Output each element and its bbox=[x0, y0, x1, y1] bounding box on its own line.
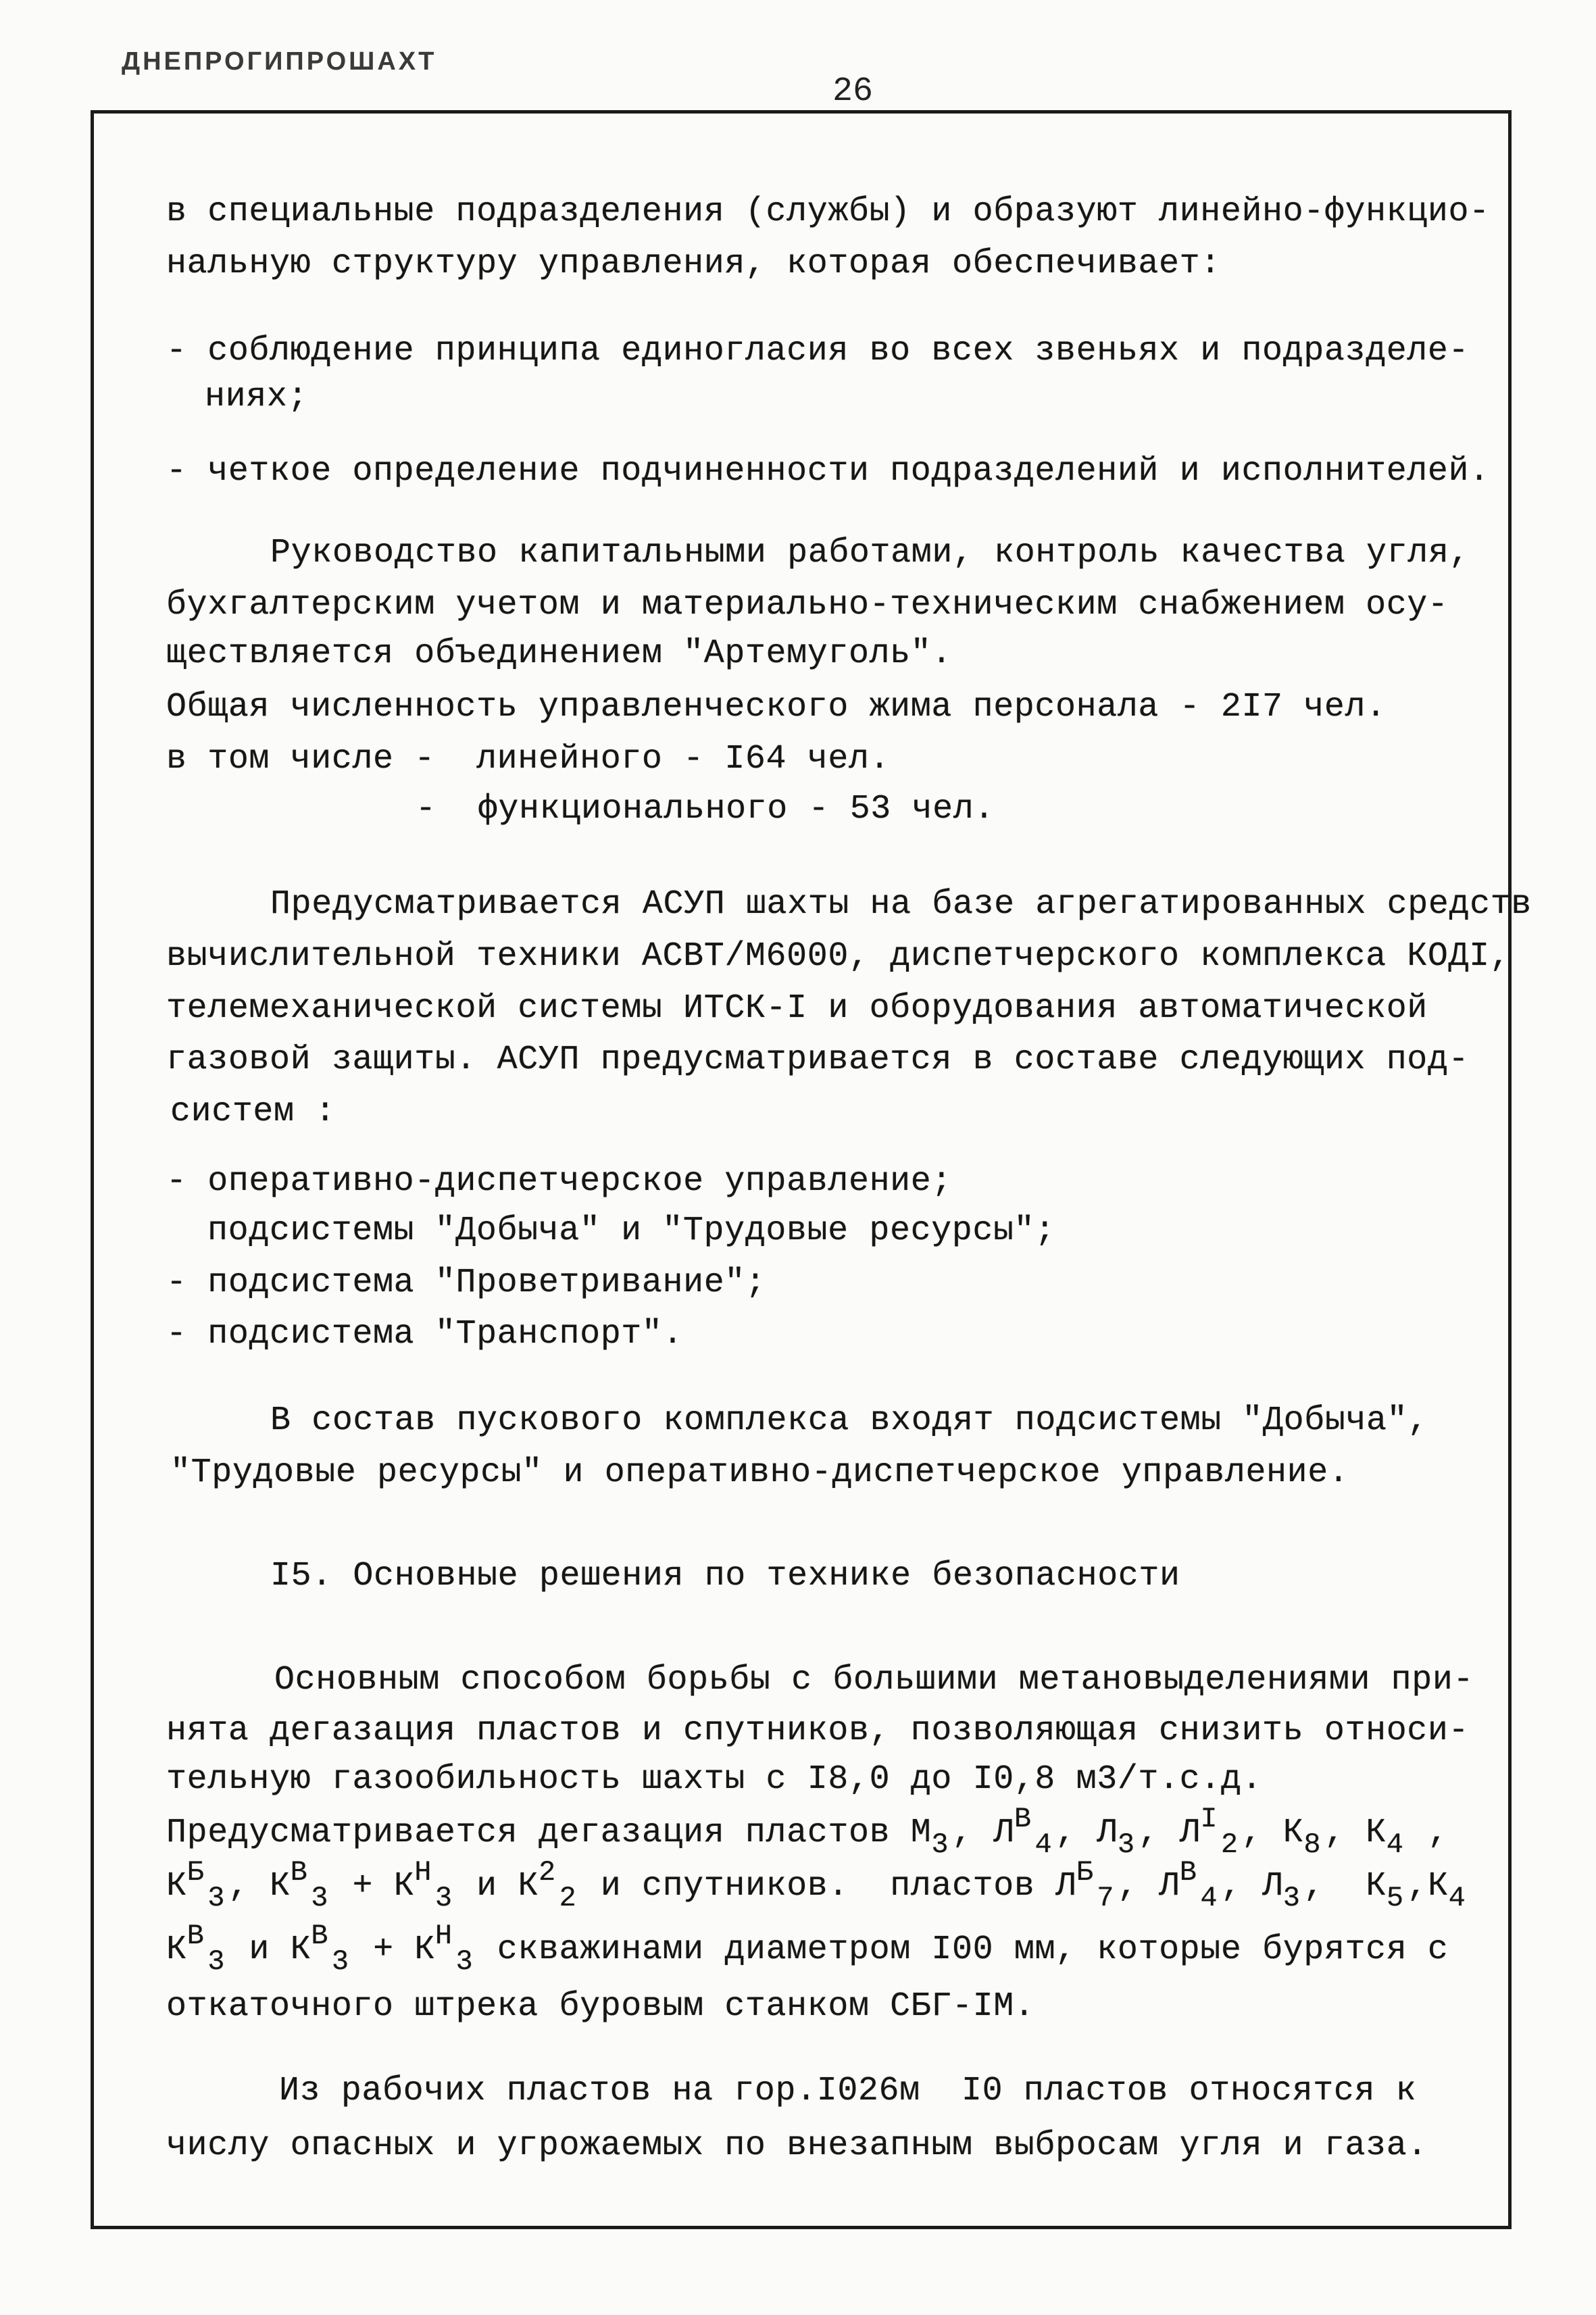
formula-text: К bbox=[166, 1867, 187, 1906]
subscript-index: 3 bbox=[931, 1828, 952, 1861]
subscript-index: 8 bbox=[1303, 1828, 1324, 1861]
superscript-index: В bbox=[1179, 1856, 1201, 1889]
superscript-index: Б bbox=[1076, 1856, 1097, 1889]
formula-text: и К bbox=[455, 1867, 539, 1906]
formula-text: , Л bbox=[1117, 1867, 1180, 1906]
text-line: ществляется объединением "Артемуголь". bbox=[166, 634, 952, 673]
text-line: Руководство капитальными работами, контроль качества угля, bbox=[270, 534, 1470, 572]
text-line: бухгалтерским учетом и материально-техническим снабжением осу- bbox=[166, 586, 1449, 624]
text-line: откаточного штрека буровым станком СБГ-IМ. bbox=[166, 1987, 1035, 2026]
subscript-index: 4 bbox=[1448, 1882, 1470, 1914]
formula-text: , Л bbox=[1220, 1867, 1283, 1906]
superscript-index: Н bbox=[434, 1920, 456, 1952]
text-line: телемеханической системы ИТСК-I и оборудования автоматической bbox=[166, 989, 1428, 1028]
text-line: нята дегазация пластов и спутников, позволяющая снизить относи- bbox=[166, 1712, 1470, 1750]
list-item-line: - соблюдение принципа единогласия во всех звеньях и подразделе- bbox=[166, 332, 1470, 370]
formula-text: и спутников. пластов Л bbox=[580, 1867, 1076, 1906]
subscript-index: 3 bbox=[207, 1882, 228, 1914]
text-line: в специальные подразделения (службы) и образуют линейно-функцио- bbox=[166, 193, 1490, 231]
formula-text: , Л bbox=[952, 1814, 1014, 1852]
formula-text: К bbox=[166, 1931, 187, 1969]
formula-text: , К bbox=[1303, 1867, 1387, 1906]
superscript-index: I bbox=[1200, 1803, 1221, 1835]
text-line: тельную газообильность шахты с I8,0 до I0,8 м3/т.с.д. bbox=[166, 1760, 1263, 1799]
staff-breakdown-line: - функционального - 53 чел. bbox=[416, 790, 995, 828]
formula-text: Предусматривается дегазация пластов М bbox=[166, 1814, 932, 1852]
list-item-line: подсистемы "Добыча" и "Трудовые ресурсы"; bbox=[207, 1212, 1055, 1250]
subscript-index: 3 bbox=[1117, 1828, 1139, 1861]
formula-text: , bbox=[1407, 1814, 1449, 1852]
list-item-line: - подсистема "Проветривание"; bbox=[166, 1264, 766, 1302]
text-line: вычислительной техники АСВТ/М6000, диспетчерского комплекса КОДІ, bbox=[166, 937, 1511, 976]
formula-text: , Л bbox=[1055, 1814, 1118, 1852]
formula-text: , К bbox=[1324, 1814, 1387, 1852]
subscript-index: 3 bbox=[331, 1945, 353, 1978]
superscript-index: Н bbox=[414, 1856, 435, 1889]
text-line: Предусматривается АСУП шахты на базе агрегатированных средств bbox=[270, 885, 1532, 924]
formula-text: , Л bbox=[1138, 1814, 1201, 1852]
text-line: Основным способом борьбы с большими метановыделениями при- bbox=[274, 1661, 1474, 1699]
subscript-index: 3 bbox=[434, 1882, 456, 1914]
text-line: В состав пускового комплекса входят подсистемы "Добыча", bbox=[270, 1401, 1428, 1440]
text-line: "Трудовые ресурсы" и оперативно-диспетчерское управление. bbox=[170, 1453, 1349, 1492]
subscript-index: 3 bbox=[207, 1945, 228, 1978]
formula-text: ,К bbox=[1407, 1867, 1449, 1906]
text-line: газовой защиты. АСУП предусматривается в составе следующих под- bbox=[166, 1041, 1470, 1079]
formula-text: , К bbox=[228, 1867, 291, 1906]
formula-line bbox=[166, 1856, 1470, 1914]
list-item-line: - подсистема "Транспорт". bbox=[166, 1315, 684, 1353]
subscript-index: 7 bbox=[1097, 1882, 1118, 1914]
staff-total-line: Общая численность управленческого жима персонала - 2I7 чел. bbox=[166, 688, 1387, 726]
superscript-index: В bbox=[311, 1920, 332, 1952]
superscript-index: В bbox=[186, 1920, 208, 1952]
list-item-line: ниях; bbox=[205, 378, 309, 416]
formula-text: + К bbox=[331, 1867, 415, 1906]
subscript-index: 5 bbox=[1386, 1882, 1407, 1914]
formula-text: , К bbox=[1241, 1814, 1304, 1852]
list-item-line: - оперативно-диспетчерское управление; bbox=[166, 1162, 952, 1201]
subscript-index: 3 bbox=[1282, 1882, 1304, 1914]
staff-breakdown-line: в том числе - линейного - I64 чел. bbox=[166, 740, 891, 778]
list-item-line: - четкое определение подчиненности подразделений и исполнителей. bbox=[166, 452, 1490, 491]
subscript-index: 3 bbox=[311, 1882, 332, 1914]
subscript-index: 2 bbox=[559, 1882, 580, 1914]
formula-text: + К bbox=[352, 1931, 435, 1969]
superscript-index: В bbox=[1014, 1803, 1035, 1835]
formula-text: скважинами диаметром I00 мм, которые бурятся с bbox=[476, 1931, 1449, 1969]
superscript-index: 2 bbox=[538, 1856, 559, 1889]
text-line: числу опасных и угрожаемых по внезапным выбросам угля и газа. bbox=[166, 2126, 1428, 2165]
subscript-index: 4 bbox=[1034, 1828, 1056, 1861]
formula-line bbox=[166, 1920, 1449, 1978]
organization-stamp: ДНЕПРОГИПРОШАХТ bbox=[122, 47, 437, 76]
text-line: Из рабочих пластов на гор.I026м I0 пластов относятся к bbox=[279, 2072, 1417, 2110]
formula-text: и К bbox=[228, 1931, 311, 1969]
text-line: нальную структуру управления, которая обеспечивает: bbox=[166, 245, 1221, 283]
superscript-index: Б bbox=[186, 1856, 208, 1889]
subscript-index: 4 bbox=[1386, 1828, 1407, 1861]
subscript-index: 4 bbox=[1200, 1882, 1221, 1914]
page-number: 26 bbox=[832, 72, 874, 111]
text-line: систем : bbox=[170, 1093, 336, 1131]
formula-line bbox=[166, 1803, 1449, 1861]
section-heading: I5. Основные решения по технике безопасности bbox=[270, 1557, 1180, 1595]
subscript-index: 2 bbox=[1220, 1828, 1242, 1861]
superscript-index: В bbox=[290, 1856, 311, 1889]
subscript-index: 3 bbox=[455, 1945, 477, 1978]
